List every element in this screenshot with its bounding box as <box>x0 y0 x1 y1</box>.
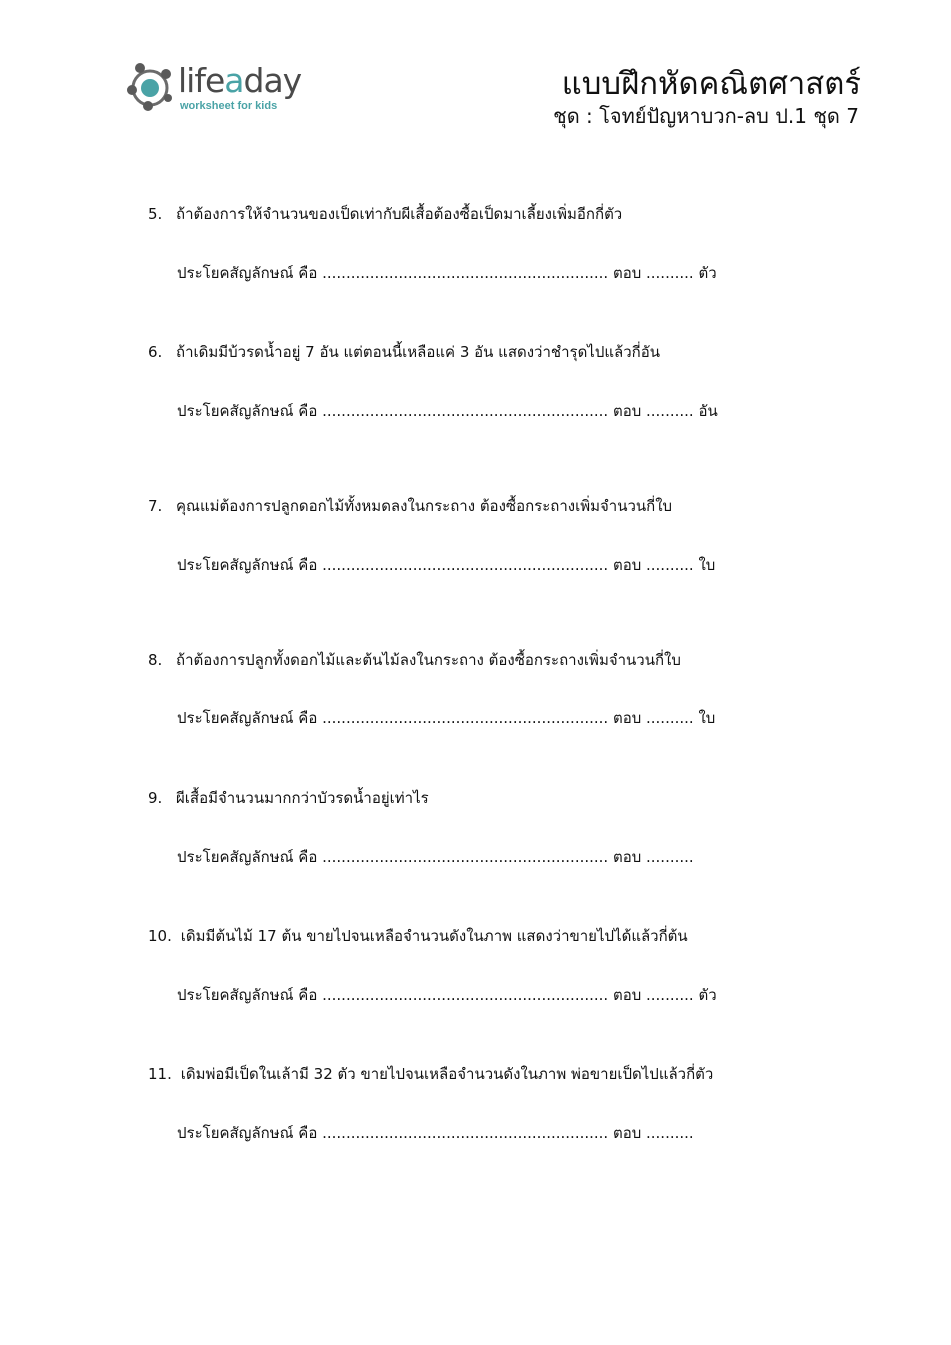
question-10 <box>148 924 688 948</box>
answer-line-11: ประโยคสัญลักษณ์ คือ ............................................................ ตอบ .......... <box>177 1124 694 1142</box>
question-text: ถ้าต้องการให้จำนวนของเป็ดเท่ากับผีเสื้อต้องซื้อเป็ดมาเลี้ยงเพิ่มอีกกี่ตัว <box>176 205 623 223</box>
worksheet-title: แบบฝึกหัดคณิตศาสตร์ <box>561 66 861 102</box>
answer-line-10: ประโยคสัญลักษณ์ คือ ............................................................ ตอบ .......... ตัว <box>177 986 717 1004</box>
question-text: คุณแม่ต้องการปลูกดอกไม้ทั้งหมดลงในกระถาง ต้องซื้อกระถางเพิ่มจำนวนกี่ใบ <box>176 497 673 515</box>
answer-line-9: ประโยคสัญลักษณ์ คือ ............................................................ ตอบ .......... <box>177 848 694 866</box>
answer-line-8: ประโยคสัญลักษณ์ คือ ............................................................ ตอบ .......... ใบ <box>177 709 716 727</box>
question-text: เดิมมีต้นไม้ 17 ต้น ขายไปจนเหลือจำนวนดังในภาพ แสดงว่าขายไปได้แล้วกี่ต้น <box>176 927 688 945</box>
question-number: 11. <box>148 1065 172 1083</box>
worksheet-subtitle: ชุด : โจทย์ปัญหาบวก-ลบ ป.1 ชุด 7 <box>553 104 859 128</box>
logo-tagline: worksheet for kids <box>180 100 278 112</box>
question-number: 7. <box>148 497 163 515</box>
question-11 <box>148 1062 713 1086</box>
question-text: เดิมพ่อมีเป็ดในเล้ามี 32 ตัว ขายไปจนเหลือจำนวนดังในภาพ พ่อขายเป็ดไปแล้วกี่ตัว <box>176 1065 714 1083</box>
question-9 <box>148 786 429 810</box>
question-number: 6. <box>148 343 163 361</box>
question-number: 10. <box>148 927 172 945</box>
question-text: ถ้าเดิมมีบ้วรดน้ำอยู่ 7 อัน แต่ตอนนี้เหลือแค่ 3 อัน แสดงว่าชำรุดไปแล้วกี่อัน <box>176 343 660 361</box>
question-number: 8. <box>148 651 163 669</box>
logo <box>126 60 326 120</box>
question-number: 5. <box>148 205 163 223</box>
question-6 <box>148 340 660 364</box>
answer-line-6: ประโยคสัญลักษณ์ คือ ............................................................ ตอบ .......... อัน <box>177 402 718 420</box>
answer-line-7: ประโยคสัญลักษณ์ คือ ............................................................ ตอบ .......... ใบ <box>177 556 716 574</box>
question-number: 9. <box>148 789 163 807</box>
question-8 <box>148 648 681 672</box>
question-5 <box>148 202 622 226</box>
question-7 <box>148 494 672 518</box>
logo-molecule-icon <box>126 60 178 116</box>
question-text: ผีเสื้อมีจำนวนมากกว่าบัวรดน้ำอยู่เท่าไร <box>176 789 429 807</box>
answer-line-5: ประโยคสัญลักษณ์ คือ ............................................................ ตอบ .......... ตัว <box>177 264 717 282</box>
logo-wordmark: lifeaday <box>178 61 302 100</box>
question-text: ถ้าต้องการปลูกทั้งดอกไม้และต้นไม้ลงในกระถาง ต้องซื้อกระถางเพิ่มจำนวนกี่ใบ <box>176 651 681 669</box>
